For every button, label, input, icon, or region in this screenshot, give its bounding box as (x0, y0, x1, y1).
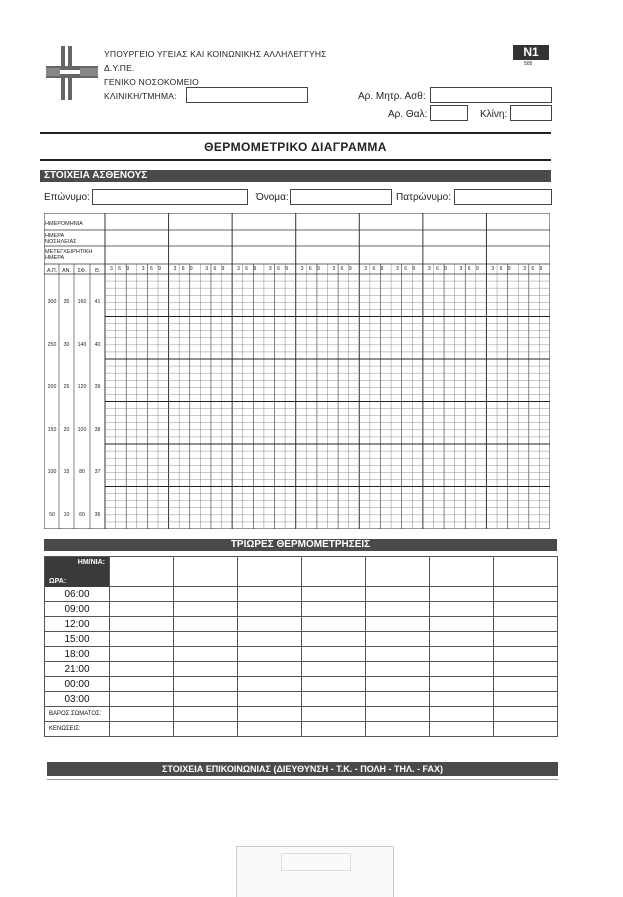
resp-col-header: ΑΝ. (62, 268, 71, 274)
scale-label-sf: 140 (77, 341, 87, 348)
reading-cell[interactable] (174, 692, 238, 707)
scale-label-ap: 150 (47, 426, 57, 433)
bed-field[interactable] (510, 105, 552, 121)
reading-cell[interactable] (430, 587, 494, 602)
temperature-chart (44, 213, 550, 529)
tri-corner-cell (45, 557, 110, 587)
reading-cell[interactable] (302, 632, 366, 647)
reading-cell[interactable] (366, 602, 430, 617)
time-cell: 21:00 (45, 662, 110, 677)
form-sub-code: 505 (524, 61, 533, 67)
ward-field[interactable] (430, 105, 468, 121)
scale-label-t: 37 (94, 469, 101, 476)
reading-cell[interactable] (174, 602, 238, 617)
tick-header: 3 6 9 (459, 266, 481, 272)
contact-section-label: ΣΤΟΙΧΕΙΑ ΕΠΙΚΟΙΝΩΝΙΑΣ (ΔΙΕΥΘΥΝΣΗ - Τ.Κ. - ΠΟΛΗ - ΤΗΛ. - FAX) (162, 764, 443, 774)
stool-cell[interactable] (174, 722, 238, 737)
time-cell: 00:00 (45, 677, 110, 692)
father-name-label: Πατρώνυμο: (396, 192, 452, 203)
reading-cell[interactable] (110, 647, 174, 662)
scale-label-t: 40 (94, 341, 101, 348)
stool-row (45, 722, 558, 737)
tri-row (45, 692, 558, 707)
scale-label-ap: 300 (47, 299, 57, 306)
patient-section-label: ΣΤΟΙΧΕΙΑ ΑΣΘΕΝΟΥΣ (44, 170, 148, 181)
tri-date-cell[interactable] (110, 557, 174, 587)
scale-label-sf: 60 (79, 511, 85, 518)
tick-header: 3 6 9 (268, 266, 291, 272)
scale-label-ap: 250 (47, 341, 57, 348)
scale-label-ap: 200 (47, 384, 57, 391)
reading-cell[interactable] (430, 692, 494, 707)
father-name-field[interactable] (454, 189, 552, 205)
scale-label-an: 15 (63, 469, 70, 476)
header-hospital: ΓΕΝΙΚΟ ΝΟΣΟΚΟΜΕΙΟ (104, 77, 199, 87)
binder-tab (236, 846, 394, 897)
reading-cell[interactable] (302, 587, 366, 602)
page-title: ΘΕΡΜΟΜΕΤΡΙΚΟ ΔΙΑΓΡΑΜΜΑ (204, 140, 387, 154)
ward-label: Αρ. Θαλ: (388, 109, 428, 120)
reading-cell[interactable] (366, 617, 430, 632)
weight-cell[interactable] (110, 707, 174, 722)
reading-cell[interactable] (366, 662, 430, 677)
header-clinic-label: ΚΛΙΝΙΚΗ/ΤΜΗΜΑ: (104, 91, 177, 101)
stool-label: ΚΕΝΩΣΕΙΣ: (45, 722, 110, 737)
reading-cell[interactable] (174, 677, 238, 692)
name-label: Όνομα: (256, 192, 289, 203)
postop-day-row-label: ΜΕΤΕΓΧΕΙΡΗΤΙΚΗ ΗΜΕΡΑ (45, 249, 93, 261)
stool-cell[interactable] (110, 722, 174, 737)
header-dype: Δ.Υ.ΠΕ. (104, 63, 135, 73)
header-ministry: ΥΠΟΥΡΓΕΙΟ ΥΓΕΙΑΣ ΚΑΙ ΚΟΙΝΩΝΙΚΗΣ ΑΛΛΗΛΕΓΓΥΗΣ (104, 49, 327, 59)
reading-cell[interactable] (238, 677, 302, 692)
binder-slot (281, 853, 351, 871)
reading-cell[interactable] (494, 587, 558, 602)
reading-cell[interactable] (302, 692, 366, 707)
weight-cell[interactable] (238, 707, 302, 722)
reading-cell[interactable] (430, 632, 494, 647)
stool-cell[interactable] (430, 722, 494, 737)
scale-label-t: 39 (94, 384, 101, 391)
tri-section-bar (44, 539, 557, 551)
weight-label: ΒΑΡΟΣ ΣΩΜΑΤΟΣ: (45, 707, 110, 722)
scale-label-ap: 50 (49, 511, 55, 518)
weight-cell[interactable] (366, 707, 430, 722)
surname-label: Επώνυμο: (44, 192, 90, 203)
stool-cell[interactable] (302, 722, 366, 737)
tri-date-cell[interactable] (238, 557, 302, 587)
reading-cell[interactable] (494, 632, 558, 647)
time-cell: 03:00 (45, 692, 110, 707)
reading-cell[interactable] (110, 677, 174, 692)
tri-row (45, 647, 558, 662)
reading-cell[interactable] (110, 662, 174, 677)
registry-field[interactable] (430, 87, 552, 103)
reading-cell[interactable] (366, 647, 430, 662)
surname-field[interactable] (92, 189, 248, 205)
weight-cell[interactable] (430, 707, 494, 722)
scale-label-sf: 120 (77, 384, 87, 391)
stool-cell[interactable] (238, 722, 302, 737)
reading-cell[interactable] (302, 647, 366, 662)
tri-row (45, 587, 558, 602)
reading-cell[interactable] (110, 632, 174, 647)
tri-row (45, 677, 558, 692)
scale-label-an: 20 (63, 426, 70, 433)
tick-header: 3 6 9 (300, 266, 322, 272)
reading-cell[interactable] (430, 617, 494, 632)
reading-cell[interactable] (494, 662, 558, 677)
reading-cell[interactable] (238, 692, 302, 707)
form-code-badge: N1 (513, 45, 549, 60)
tick-header: 3 6 9 (110, 266, 132, 272)
tick-header: 3 6 9 (332, 266, 354, 272)
reading-cell[interactable] (494, 692, 558, 707)
hour-label: ΩΡΑ: (49, 578, 67, 585)
time-cell: 06:00 (45, 587, 110, 602)
reading-cell[interactable] (174, 617, 238, 632)
clinic-field[interactable] (186, 87, 308, 103)
bed-label: Κλίνη: (480, 109, 508, 120)
time-cell: 15:00 (45, 632, 110, 647)
tick-header: 3 6 9 (205, 266, 227, 272)
time-cell: 12:00 (45, 617, 110, 632)
weight-cell[interactable] (302, 707, 366, 722)
ministry-logo (46, 46, 98, 100)
weight-cell[interactable] (494, 707, 558, 722)
reading-cell[interactable] (174, 647, 238, 662)
reading-cell[interactable] (174, 632, 238, 647)
reading-cell[interactable] (110, 617, 174, 632)
date-label: ΗΜ/ΝΙΑ: (77, 559, 105, 566)
pulse-col-header: ΣΦ. (77, 268, 87, 274)
tri-row (45, 617, 558, 632)
tri-date-cell[interactable] (430, 557, 494, 587)
reading-cell[interactable] (494, 602, 558, 617)
tick-header: 3 6 9 (427, 266, 449, 272)
reading-cell[interactable] (110, 602, 174, 617)
tri-date-cell[interactable] (494, 557, 558, 587)
reading-cell[interactable] (302, 677, 366, 692)
scale-label-t: 41 (94, 299, 101, 306)
patient-section-bar (40, 170, 551, 182)
tri-section-label: ΤΡΙΩΡΕΣ ΘΕΡΜΟΜΕΤΡΗΣΕΙΣ (230, 539, 371, 550)
tick-header: 3 6 9 (396, 266, 418, 272)
weight-cell[interactable] (174, 707, 238, 722)
tick-header: 3 6 9 (173, 266, 195, 272)
reading-cell[interactable] (366, 677, 430, 692)
scale-label-t: 38 (94, 426, 101, 433)
stool-cell[interactable] (494, 722, 558, 737)
reading-cell[interactable] (494, 677, 558, 692)
weight-row (45, 707, 558, 722)
reading-cell[interactable] (238, 617, 302, 632)
stool-cell[interactable] (366, 722, 430, 737)
reading-cell[interactable] (430, 602, 494, 617)
date-row-label: ΗΜΕΡΟΜΗΝΙΑ (45, 221, 83, 227)
contact-underline (47, 779, 558, 780)
reading-cell[interactable] (174, 587, 238, 602)
tri-date-cell[interactable] (174, 557, 238, 587)
scale-label-an: 35 (63, 299, 70, 306)
scale-label-an: 25 (63, 384, 70, 391)
reading-cell[interactable] (110, 692, 174, 707)
bp-col-header: Α.Π. (46, 268, 58, 274)
tri-row (45, 662, 558, 677)
tri-row (45, 632, 558, 647)
registry-label: Αρ. Μητρ. Ασθ: (358, 91, 426, 102)
divider-title (40, 159, 551, 161)
divider-top (40, 132, 551, 134)
tri-date-cell[interactable] (366, 557, 430, 587)
reading-cell[interactable] (430, 647, 494, 662)
time-cell: 09:00 (45, 602, 110, 617)
reading-cell[interactable] (238, 647, 302, 662)
reading-cell[interactable] (302, 662, 366, 677)
scale-label-an: 30 (63, 341, 70, 348)
tick-header: 3 6 9 (491, 266, 513, 272)
reading-cell[interactable] (430, 662, 494, 677)
scale-label-sf: 100 (77, 426, 87, 433)
tri-date-cell[interactable] (302, 557, 366, 587)
reading-cell[interactable] (366, 692, 430, 707)
tick-header: 3 6 9 (364, 266, 386, 272)
contact-section-bar (47, 762, 558, 776)
name-field[interactable] (290, 189, 392, 205)
scale-label-an: 10 (63, 511, 70, 518)
tick-header: 3 6 9 (523, 266, 545, 272)
scale-label-t: 36 (94, 511, 101, 518)
scale-label-ap: 100 (47, 469, 57, 476)
tick-header: 3 6 9 (237, 266, 259, 272)
reading-cell[interactable] (366, 632, 430, 647)
hospital-day-row-label: ΗΜΕΡΑ ΝΟΣΗΛΕΙΑΣ (45, 233, 77, 245)
tick-header: 3 6 9 (141, 266, 163, 272)
reading-cell[interactable] (494, 647, 558, 662)
reading-cell[interactable] (238, 632, 302, 647)
scale-label-sf: 80 (79, 469, 85, 476)
reading-cell[interactable] (302, 617, 366, 632)
scale-label-sf: 160 (77, 299, 87, 306)
chart-grid (44, 213, 550, 529)
tri-row (45, 602, 558, 617)
tri-table (44, 556, 558, 737)
reading-cell[interactable] (110, 587, 174, 602)
reading-cell[interactable] (174, 662, 238, 677)
temp-col-header: Θ. (94, 268, 101, 274)
reading-cell[interactable] (238, 602, 302, 617)
reading-cell[interactable] (366, 587, 430, 602)
reading-cell[interactable] (238, 662, 302, 677)
reading-cell[interactable] (302, 602, 366, 617)
reading-cell[interactable] (238, 587, 302, 602)
reading-cell[interactable] (430, 677, 494, 692)
time-cell: 18:00 (45, 647, 110, 662)
reading-cell[interactable] (494, 617, 558, 632)
